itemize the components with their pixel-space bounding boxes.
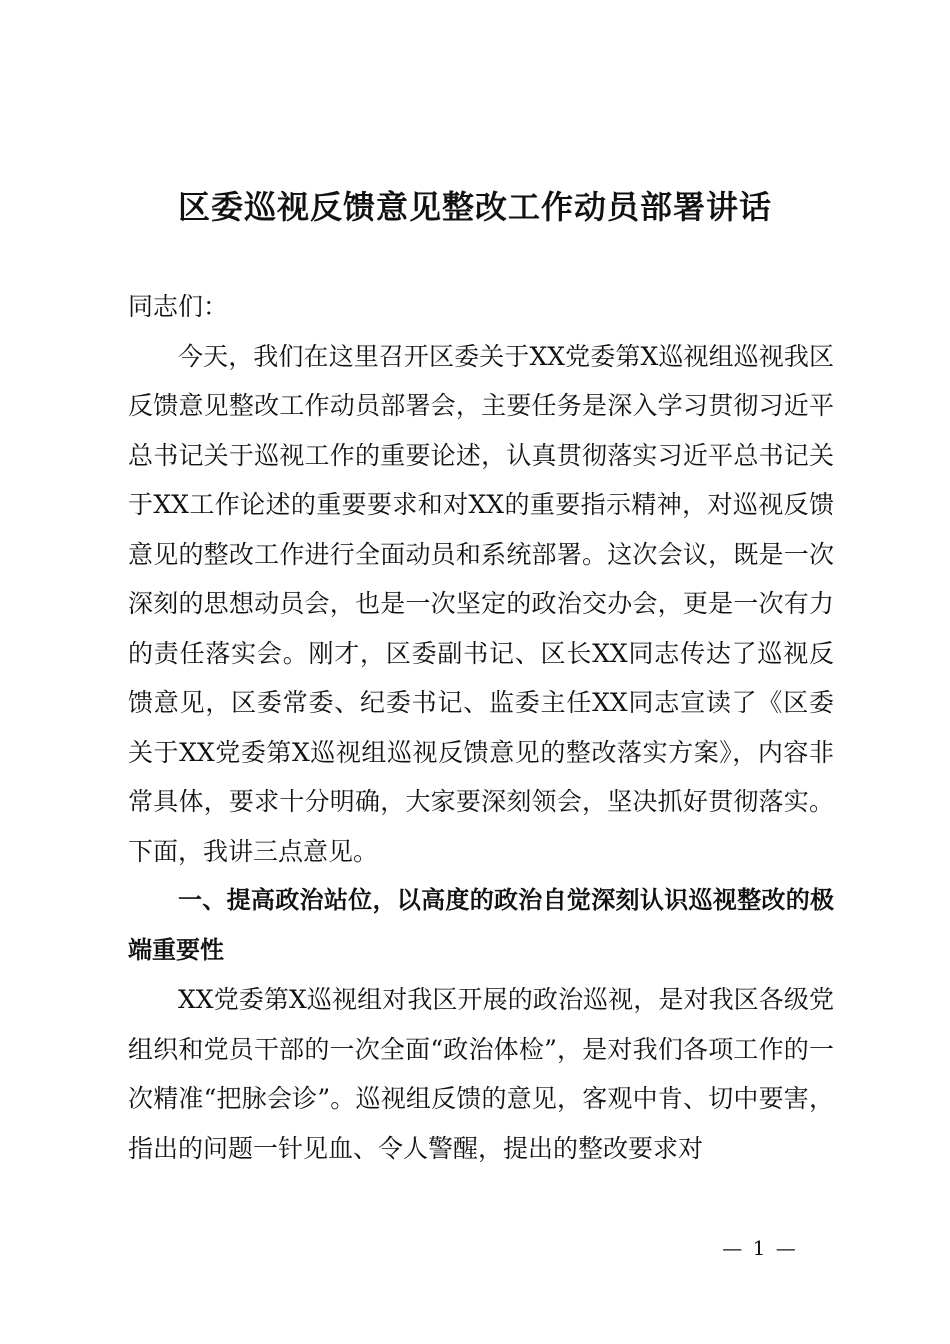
page-number: — 1 — bbox=[722, 1236, 798, 1260]
document-body bbox=[128, 282, 834, 1173]
section-heading-1: 一、提高政治站位，以高度的政治自觉深刻认识巡视整改的极端重要性 bbox=[128, 886, 834, 964]
salutation: 同志们： bbox=[128, 292, 229, 321]
section-1-paragraph: XX党委第X巡视组对我区开展的政治巡视，是对我区各级党组织和党员干部的一次全面“政治体检”，是对我们各项工作的一次精准“把脉会诊”。巡视组反馈的意见，客观中肯、切中要害，指出的问题一针见血、令人警醒，提出的整改要求对 bbox=[128, 985, 834, 1163]
document-title: 区委巡视反馈意见整改工作动员部署讲话 bbox=[177, 188, 772, 226]
intro-paragraph: 今天，我们在这里召开区委关于XX党委第X巡视组巡视我区反馈意见整改工作动员部署会，主要任务是深入学习贯彻习近平总书记关于巡视工作的重要论述，认真贯彻落实习近平总书记关于XX工作论述的重要要求和对XX的重要指示精神，对巡视反馈意见的整改工作进行全面动员和系统部署。这次会议，既是一次深刻的思想动员会，也是一次坚定的政治交办会，更是一次有力的责任落实会。刚才，区委副书记、区长XX同志传达了巡视反馈意见，区委常委、纪委书记、监委主任XX同志宣读了《区委关于XX党委第X巡视组巡视反馈意见的整改落实方案》，内容非常具体，要求十分明确，大家要深刻领会，坚决抓好贯彻落实。下面，我讲三点意见。 bbox=[128, 341, 834, 866]
